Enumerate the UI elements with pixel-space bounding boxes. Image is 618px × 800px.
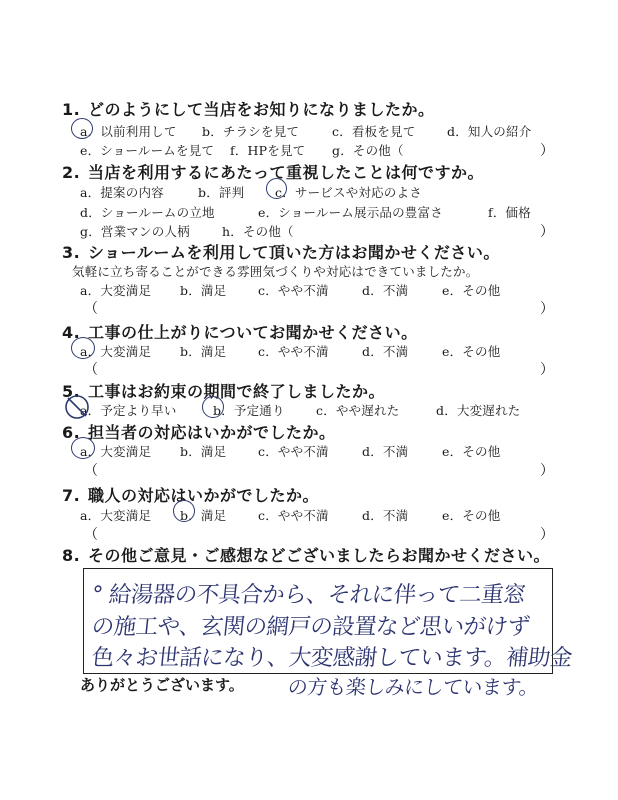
answer-circle-7b	[173, 500, 195, 522]
option-4b[interactable]: b．満足	[180, 344, 227, 359]
paren-close: ）	[540, 527, 554, 543]
option-2a[interactable]: a．提案の内容	[80, 185, 164, 200]
option-4e[interactable]: e．その他	[442, 344, 501, 359]
question-7-title: 7. 職人の対応はいかがでしたか。	[62, 486, 320, 505]
question-3-title: 3. ショールームを利用して頂いた方はお聞かせください。	[62, 243, 500, 262]
paren-open: （	[84, 463, 98, 479]
option-2e[interactable]: e．ショールーム展示品の豊富さ	[258, 205, 443, 220]
handwritten-comment-line-2: の施工や、玄関の網戸の設置など思いがけず	[90, 614, 531, 640]
question-4-title: 4. 工事の仕上がりについてお聞かせください。	[62, 323, 418, 342]
option-3d[interactable]: d．不満	[362, 283, 409, 298]
paren-close: ）	[540, 143, 554, 159]
option-7d[interactable]: d．不満	[362, 508, 409, 523]
option-1a[interactable]: a．以前利用して	[80, 124, 177, 139]
option-4a[interactable]: a．大変満足	[80, 344, 152, 359]
paren-close: ）	[540, 463, 554, 479]
option-7e[interactable]: e．その他	[442, 508, 501, 523]
option-1f[interactable]: f．HPを見て	[230, 143, 306, 158]
answer-circle-1a	[71, 118, 93, 139]
option-3e[interactable]: e．その他	[442, 283, 501, 298]
option-1d[interactable]: d．知人の紹介	[447, 124, 532, 139]
option-2d[interactable]: d．ショールームの立地	[80, 205, 215, 220]
handwritten-comment-line-3: 色々お世話になり、大変感謝しています。補助金	[90, 645, 574, 671]
option-7a[interactable]: a．大変満足	[80, 508, 152, 523]
answer-circle-4a	[71, 337, 95, 359]
option-3a[interactable]: a．大変満足	[80, 283, 152, 298]
option-2b[interactable]: b．評判	[198, 185, 245, 200]
answer-scribble-5a	[62, 392, 92, 422]
option-5c[interactable]: c．やや遅れた	[316, 403, 400, 418]
question-5-title: 5. 工事はお約束の期間で終了しましたか。	[62, 382, 386, 401]
option-6c[interactable]: c．やや不満	[258, 444, 329, 459]
option-6d[interactable]: d．不満	[362, 444, 409, 459]
option-1g[interactable]: g．その他（	[332, 143, 404, 158]
paren-open: （	[84, 527, 98, 543]
question-1-title: 1. どのようにして当店をお知りになりましたか。	[62, 100, 435, 119]
closing-printed-text: ありがとうございます。	[80, 676, 244, 694]
paren-open: （	[84, 301, 98, 317]
option-2h[interactable]: h．その他（	[222, 224, 294, 239]
question-8-title: 8. その他ご意見・ご感想などございましたらお聞かせください。	[62, 546, 551, 565]
option-7c[interactable]: c．やや不満	[258, 508, 329, 523]
answer-circle-2c	[266, 178, 287, 199]
option-5a[interactable]: a．予定より早い	[80, 403, 177, 418]
question-3-subtitle: 気軽に立ち寄ることができる雰囲気づくりや対応はできていましたか。	[72, 264, 479, 279]
option-1b[interactable]: b．チラシを見て	[202, 124, 300, 139]
option-5b[interactable]: b．予定通り	[213, 403, 285, 418]
option-2g[interactable]: g．営業マンの人柄	[80, 224, 190, 239]
option-6b[interactable]: b．満足	[180, 444, 227, 459]
option-2c[interactable]: c．サービスや対応のよさ	[275, 185, 422, 200]
option-6a[interactable]: a．大変満足	[80, 444, 152, 459]
handwritten-comment-line-1: ° 給湯器の不具合から、それに伴って二重窓	[90, 582, 527, 608]
option-5d[interactable]: d．大変遅れた	[436, 403, 521, 418]
option-1c[interactable]: c．看板を見て	[332, 124, 416, 139]
question-6-title: 6. 担当者の対応はいかがでしたか。	[62, 423, 336, 442]
paren-close: ）	[540, 362, 554, 378]
option-4c[interactable]: c．やや不満	[258, 344, 329, 359]
option-7b[interactable]: b．満足	[180, 508, 227, 523]
answer-circle-5b	[202, 396, 224, 418]
question-2-title: 2. 当店を利用するにあたって重視したことは何ですか。	[62, 163, 485, 182]
option-3b[interactable]: b．満足	[180, 283, 227, 298]
paren-close: ）	[540, 301, 554, 317]
answer-circle-6a	[71, 437, 95, 459]
paren-open: （	[84, 362, 98, 378]
option-6e[interactable]: e．その他	[442, 444, 501, 459]
option-3c[interactable]: c．やや不満	[258, 283, 329, 298]
paren-close: ）	[540, 224, 554, 240]
option-4d[interactable]: d．不満	[362, 344, 409, 359]
handwritten-comment-line-4: の方も楽しみにしています。	[286, 675, 540, 699]
option-1e[interactable]: e．ショールームを見て	[80, 143, 215, 158]
option-2f[interactable]: f．価格	[488, 205, 531, 220]
